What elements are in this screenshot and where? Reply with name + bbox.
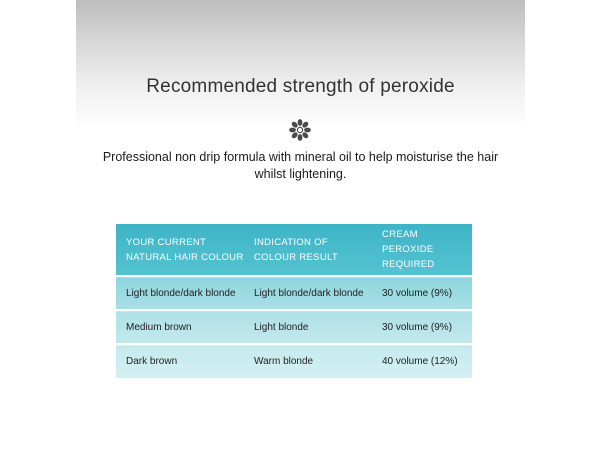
peroxide-table [116,224,472,378]
table-row [116,276,472,310]
table-header-row [116,224,472,276]
header-colour-result: INDICATION OF COLOUR RESULT [254,236,338,263]
table-cell: Light blonde/dark blonde [126,287,236,299]
table-cell: Light blonde/dark blonde [254,287,364,299]
table-cell: Dark brown [126,356,178,367]
table-cell: 30 volume (9%) [382,287,453,299]
table-cell: 30 volume (9%) [382,321,453,333]
table-cell: Light blonde [254,321,309,333]
content-panel [76,0,525,450]
table-cell: Warm blonde [254,356,314,367]
table-cell: Medium brown [126,321,192,333]
header-current-colour: YOUR CURRENT NATURAL HAIR COLOUR [126,236,244,263]
page-title: Recommended strength of peroxide [146,76,455,97]
table-row [116,310,472,344]
header-peroxide-required: CREAM PEROXIDE REQUIRED [382,229,435,270]
table-row [116,344,472,378]
table-cell: 40 volume (12%) [382,356,458,367]
flower-icon [288,118,312,142]
page-subtitle: Professional non drip formula with mineral oil to help moisturise the hair whilst lightening. [102,150,499,181]
